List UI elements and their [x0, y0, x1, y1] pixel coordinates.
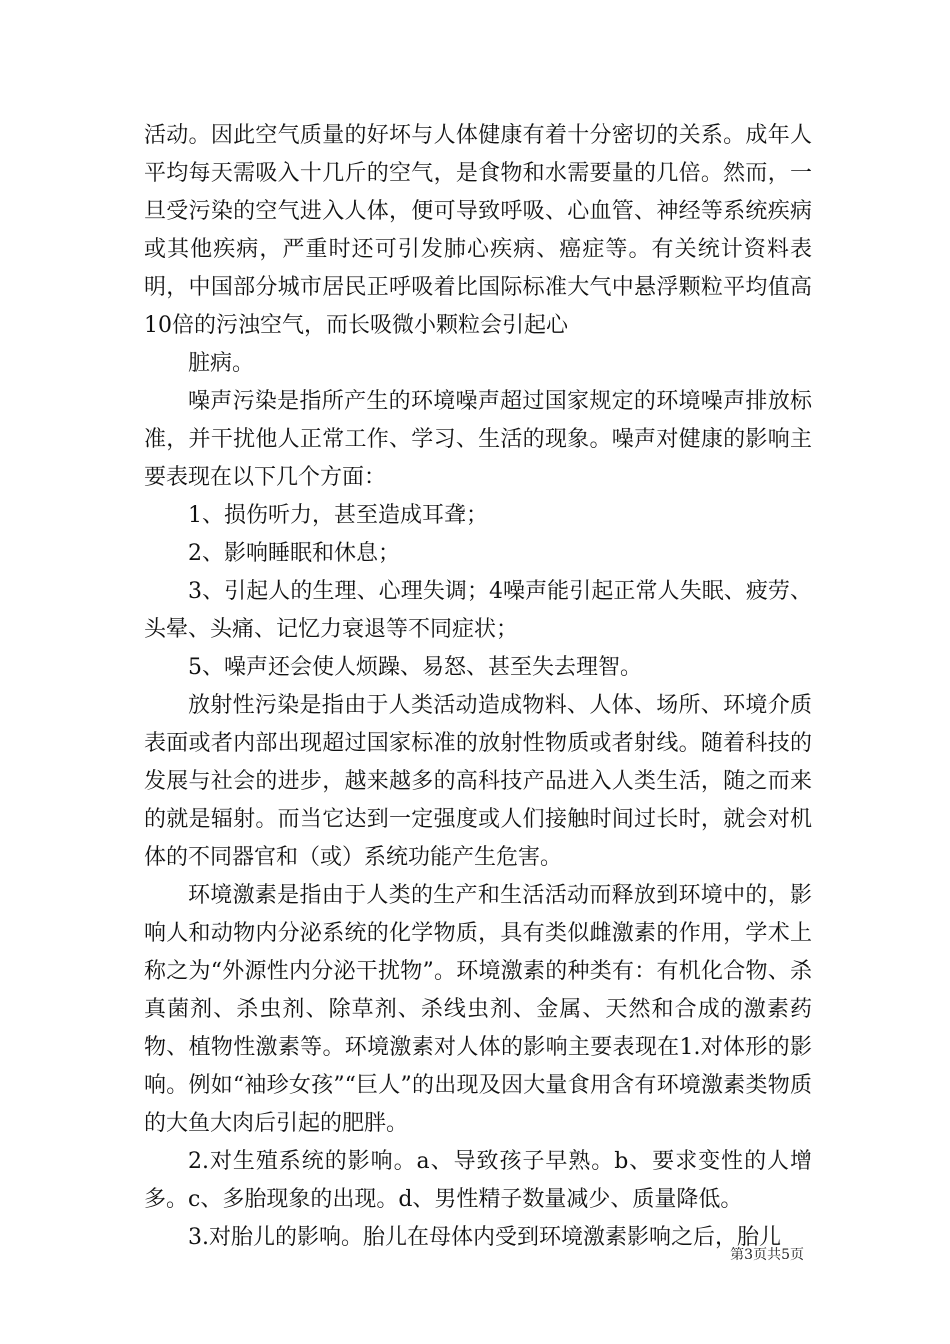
document-body — [144, 117, 812, 1257]
paragraph-air-quality: 活动。因此空气质量的好坏与人体健康有着十分密切的关系。成年人平均每天需吸入十几斤的空气，是食物和水需要量的几倍。然而，一旦受污染的空气进入人体，便可导致呼吸、心血管、神经等系统疾病或其他疾病，严重时还可引发肺心疾病、癌症等。有关统计资料表明，中国部分城市居民正呼吸着比国际标准大气中悬浮颗粒平均值高10倍的污浊空气，而长吸微小颗粒会引起心 — [144, 123, 812, 338]
paragraph-fetal-effects: 3.对胎儿的影响。胎儿在母体内受到环境激素影响之后，胎儿 — [188, 1225, 781, 1250]
paragraph-radiation-pollution: 放射性污染是指由于人类活动造成物料、人体、场所、环境介质表面或者内部出现超过国家标准的放射性物质或者射线。随着科技的发展与社会的进步，越来越多的高科技产品进入人类生活，随之而来的就是辐射。而当它达到一定强度或人们接触时间过长时，就会对机体的不同器官和（或）系统功能产生危害。 — [144, 693, 812, 870]
page-number: 第3页共5页 — [730, 1247, 804, 1263]
list-item-noise-5: 5、噪声还会使人烦躁、易怒、甚至失去理智。 — [188, 655, 642, 680]
list-item-noise-3: 3、引起人的生理、心理失调；4噪声能引起正常人失眠、疲劳、头晕、头痛、记忆力衰退等不同症状； — [144, 579, 812, 642]
list-item-noise-1: 1、损伤听力，甚至造成耳聋； — [188, 503, 488, 528]
paragraph-reproductive-effects: 2.对生殖系统的影响。a、导致孩子早熟。b、要求变性的人增多。c、多胎现象的出现。d、男性精子数量减少、质量降低。 — [144, 1149, 812, 1212]
paragraph-heart-disease: 脏病。 — [188, 351, 255, 376]
paragraph-noise-pollution: 噪声污染是指所产生的环境噪声超过国家规定的环境噪声排放标准，并干扰他人正常工作、学习、生活的现象。噪声对健康的影响主要表现在以下几个方面： — [144, 389, 812, 490]
paragraph-environmental-hormones: 环境激素是指由于人类的生产和生活活动而释放到环境中的，影响人和动物内分泌系统的化学物质，具有类似雌激素的作用，学术上称之为“外源性内分泌干扰物”。环境激素的种类有：有机化合物、杀真菌剂、杀虫剂、除草剂、杀线虫剂、金属、天然和合成的激素药物、植物性激素等。环境激素对人体的影响主要表现在1.对体形的影响。例如“袖珍女孩”“巨人”的出现及因大量食用含有环境激素类物质的大鱼大肉后引起的肥胖。 — [144, 883, 812, 1136]
list-item-noise-2: 2、影响睡眠和休息； — [188, 541, 400, 566]
